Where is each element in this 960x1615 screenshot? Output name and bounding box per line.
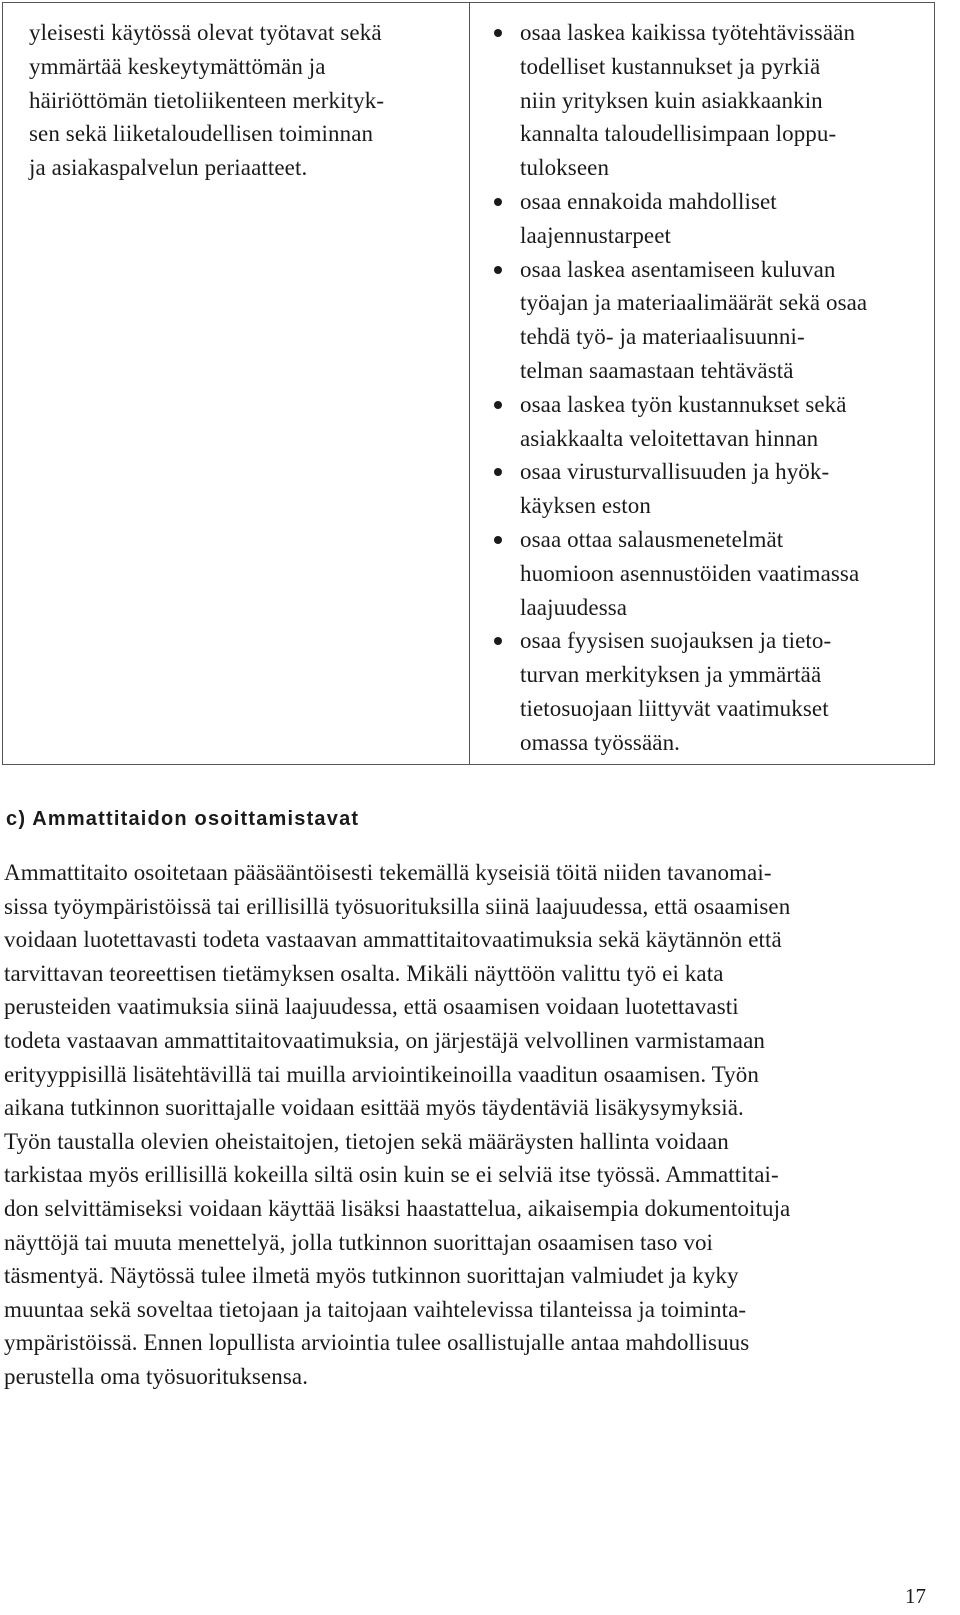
bullet-continuation-line: huomioon asennustöiden vaatimassa [520,560,860,586]
bullet-item-line: osaa laskea asentamiseen kuluvan [494,253,934,287]
paragraph-line: tarvittavan teoreettisen tietämyksen osalta. Mikäli näyttöön valittu työ ei kata [4,960,724,986]
bullet-continuation-line: tulokseen [520,155,610,181]
bullet-continuation-line: käyksen eston [520,493,651,519]
bullet-icon [494,401,502,409]
bullet-icon [494,266,502,274]
bullet-item-line: osaa fyysisen suojauksen ja tieto- [494,624,934,658]
bullet-continuation-line: telman saamastaan tehtävästä [520,357,794,383]
bullet-continuation-line: tehdä työ- ja materiaalisuunni- [520,324,805,350]
left-text-line: häiriöttömän tietoliikenteen merkityk- [29,87,385,113]
bullet-continuation-line: turvan merkityksen ja ymmärtää [520,662,822,688]
paragraph-line: perusteiden vaatimuksia siinä laajuudessa, että osaamisen voidaan luotettavasti [4,994,739,1020]
left-text-line: sen sekä liiketaloudellisen toiminnan [29,121,374,147]
bullet-item-line: osaa laskea työn kustannukset sekä [494,388,934,422]
bullet-continuation-line: omassa työssään. [520,729,681,755]
paragraph-line: Työn taustalla olevien oheistaitojen, tietojen sekä määräysten hallinta voidaan [4,1128,729,1154]
left-column [3,3,470,764]
bullet-item-line: osaa virusturvallisuuden ja hyök- [494,455,934,489]
page-number: 17 [905,1584,926,1608]
bullet-icon [494,637,502,645]
bullet-continuation-line: laajuudessa [520,594,628,620]
left-text-line: ja asiakaspalvelun periaatteet. [29,155,308,181]
paragraph-line: sissa työympäristöissä tai erillisillä työsuorituksilla siinä laajuudessa, että osaamisen [4,893,791,919]
paragraph-line: todeta vastaavan ammattitaitovaatimuksia, on järjestäjä velvollinen varmistamaan [4,1027,765,1053]
bullet-continuation-line: todelliset kustannukset ja pyrkiä [520,53,821,79]
bullet-icon [494,536,502,544]
bullet-continuation-line: kannalta taloudellisimpaan loppu- [520,121,837,147]
body-paragraph [4,856,790,1394]
paragraph-line: näyttöjä tai muuta menettelyä, jolla tutkinnon suorittajan osaamisen taso voi [4,1229,714,1255]
bullet-continuation-line: niin yrityksen kuin asiakkaankin [520,87,823,113]
paragraph-line: perustella oma työsuorituksensa. [4,1363,309,1389]
paragraph-line: muuntaa sekä soveltaa tietojaan ja taitojaan vaihtelevissa tilanteissa ja toiminta- [4,1296,747,1322]
paragraph-line: täsmentyä. Näytössä tulee ilmetä myös tutkinnon suorittajan valmiudet ja kyky [4,1263,739,1289]
bullet-item-line: osaa ottaa salausmenetelmät [494,523,934,557]
bullet-icon [494,198,502,206]
paragraph-line: Ammattitaito osoitetaan pääsääntöisesti tekemällä kyseisiä töitä niiden tavanomai- [4,860,772,885]
paragraph-line: erityyppisillä lisätehtävillä tai muilla arviointikeinoilla vaaditun osaamisen. Työn [4,1061,759,1087]
paragraph-line: ympäristöissä. Ennen lopullista arviointia tulee osallistujalle antaa mahdollisuus [4,1330,750,1356]
bullet-icon [494,29,502,37]
right-column [470,3,934,764]
paragraph-line: tarkistaa myös erillisillä kokeilla siltä osin kuin se ei selviä itse työssä. Ammattitai- [4,1162,779,1188]
paragraph-line: aikana tutkinnon suorittajalle voidaan esittää myös täydentäviä lisäkysymyksiä. [4,1095,744,1121]
bullet-continuation-line: asiakkaalta veloitettavan hinnan [520,425,819,451]
section-heading: c) Ammattitaidon osoittamistavat [6,808,360,830]
bullet-continuation-line: laajennustarpeet [520,222,672,248]
left-text-line: yleisesti käytössä olevat työtavat sekä [29,20,382,45]
bullet-continuation-line: työajan ja materiaalimäärät sekä osaa [520,290,868,316]
left-text-line: ymmärtää keskeytymättömän ja [29,53,326,79]
paragraph-line: don selvittämiseksi voidaan käyttää lisäksi haastattelua, aikaisempia dokumentoituja [4,1195,791,1221]
bullet-continuation-line: tietosuojaan liittyvät vaatimukset [520,695,829,721]
bullet-item-line: osaa laskea kaikissa työtehtävissään [494,16,934,50]
bullet-icon [494,468,502,476]
bullet-item-line: osaa ennakoida mahdolliset [494,185,934,219]
requirements-table [2,2,935,765]
paragraph-line: voidaan luotettavasti todeta vastaavan ammattitaitovaatimuksia sekä käytännön että [4,927,782,953]
